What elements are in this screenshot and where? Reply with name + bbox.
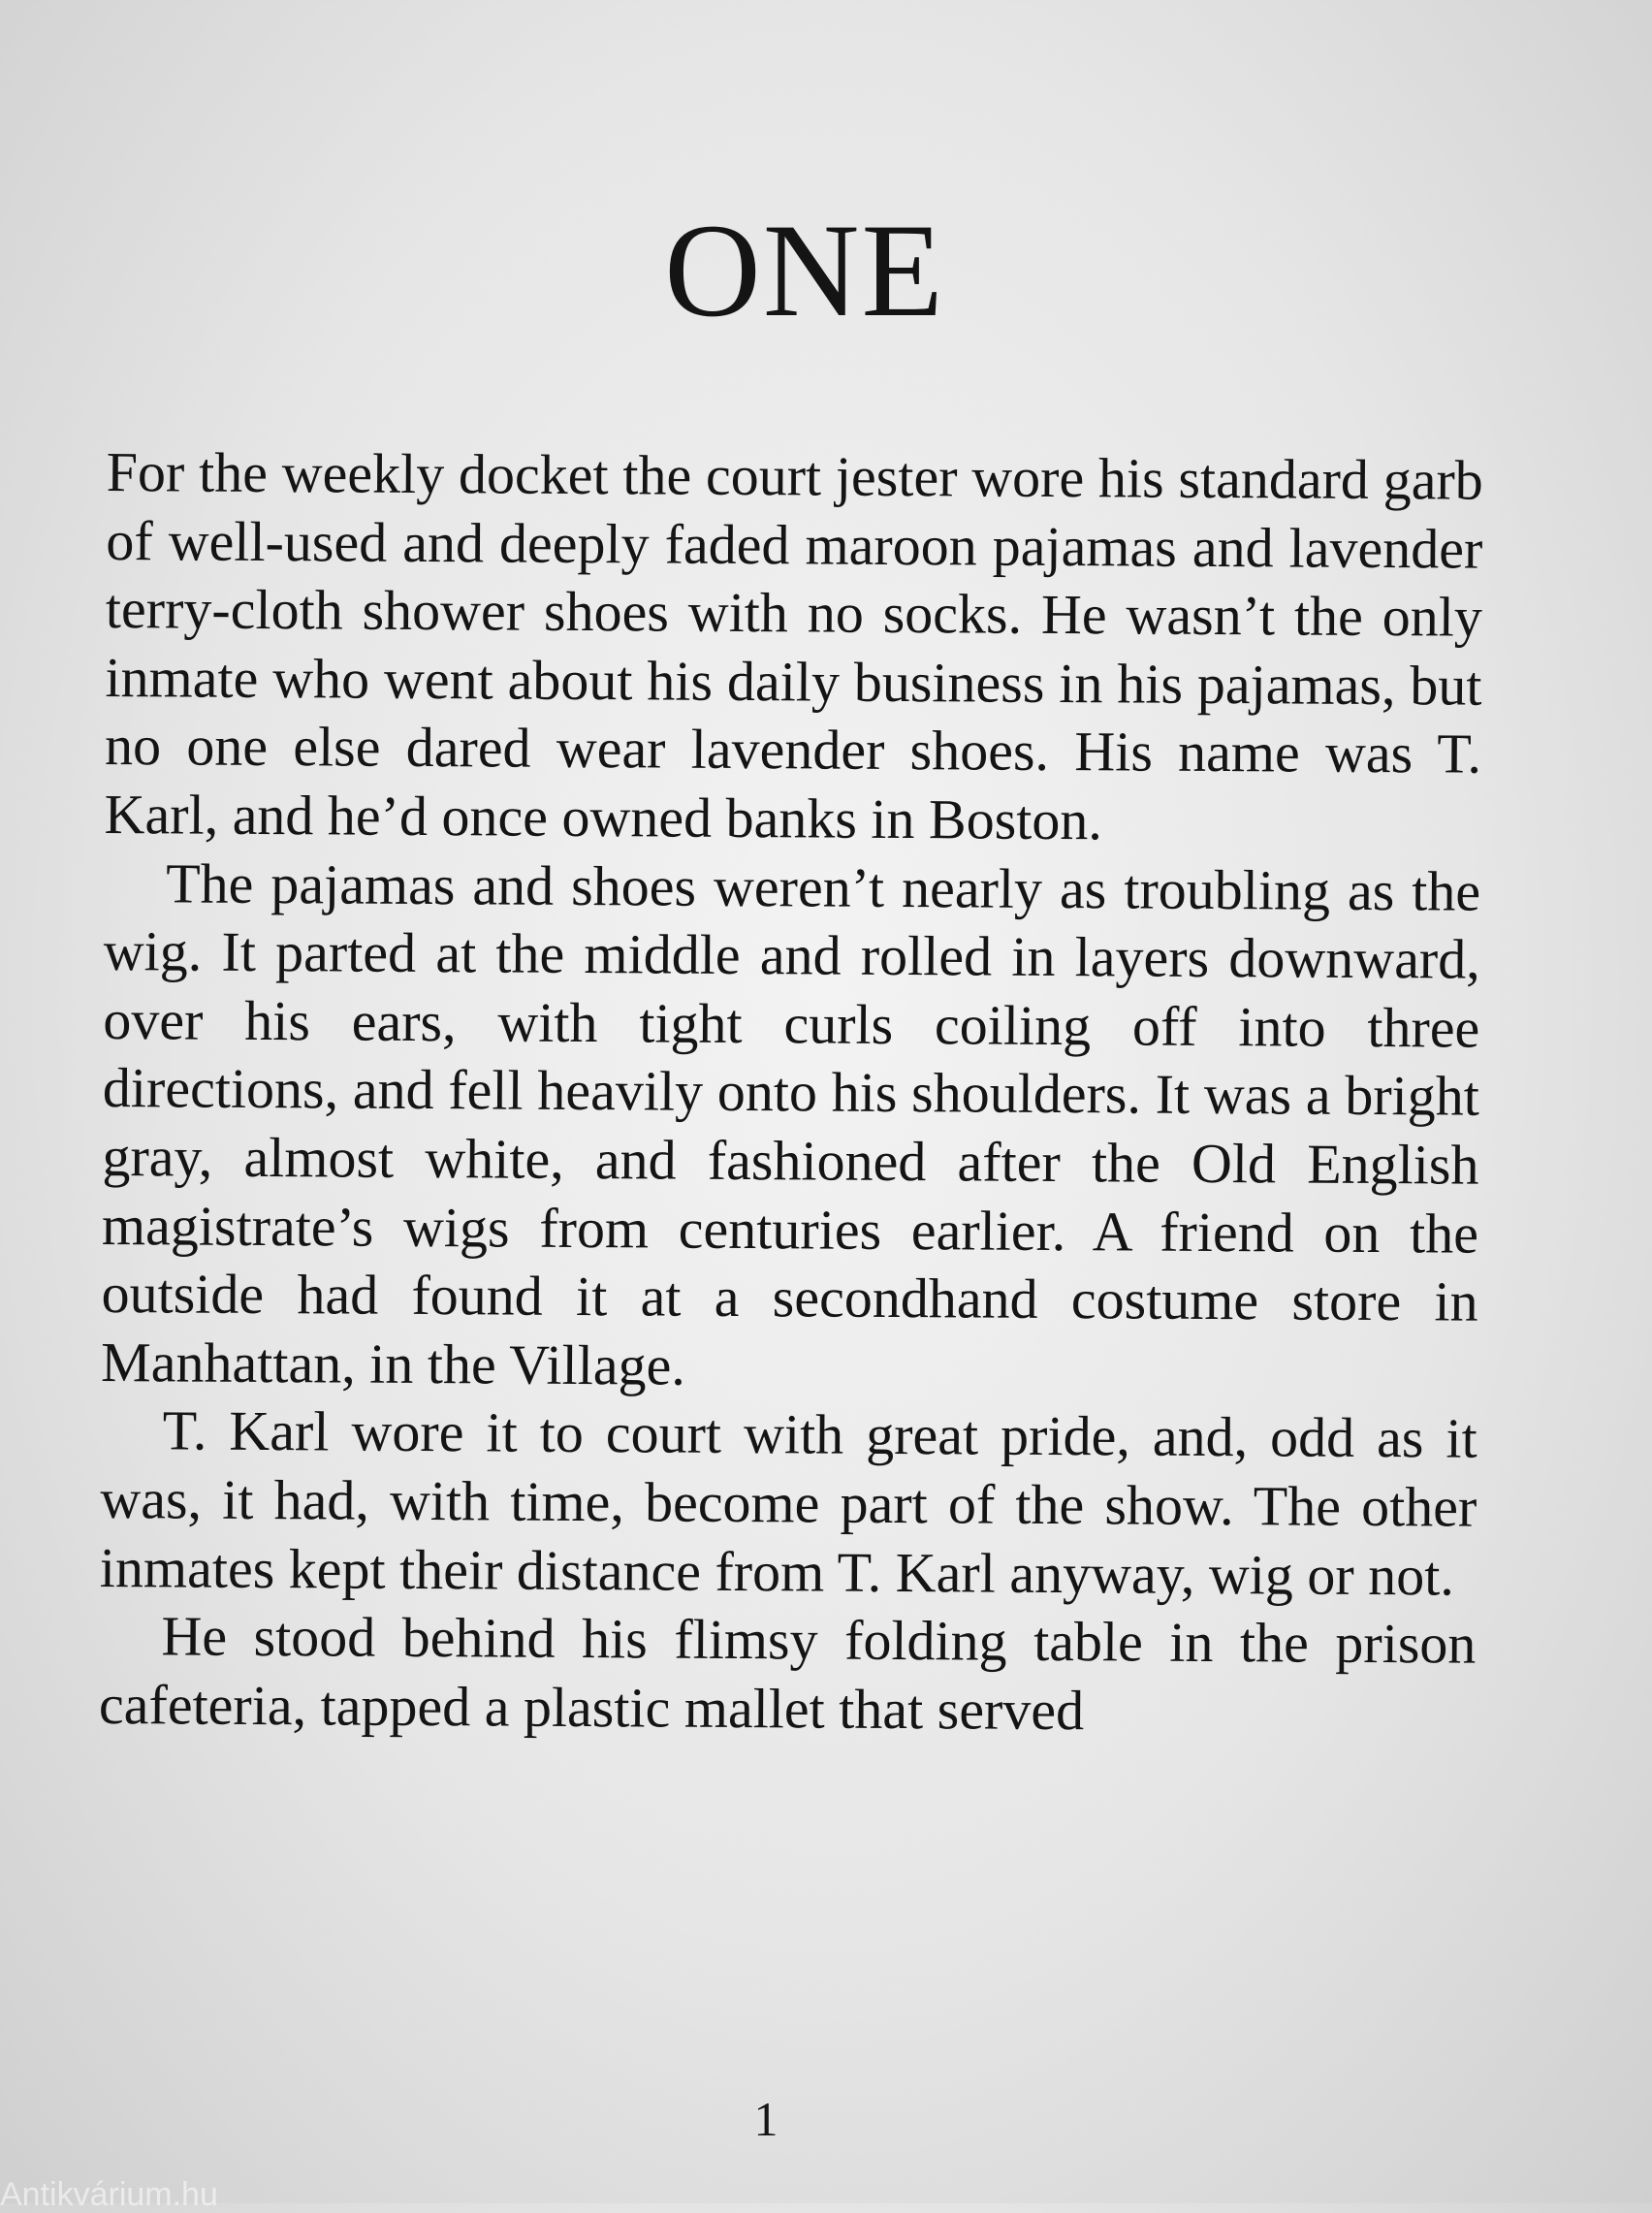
body-text xyxy=(99,438,1483,1748)
page-number: 1 xyxy=(753,2092,778,2146)
paragraph: For the weekly docket the court jester wore his standard garb of well-used and deeply faded maroon pajamas and lavender terry-cloth shower shoes with no socks. He wasn’t the only inmate who went about his daily business in his pajamas, but no one else dared wear lavender shoes. His name was T. Karl, and he’d once owned banks in Boston. xyxy=(104,439,1483,852)
watermark: Antikvárium.hu xyxy=(0,2176,218,2213)
chapter-title: ONE xyxy=(664,196,945,345)
paragraph: He stood behind his flimsy folding table in the prison cafeteria, tapped a plastic mallet that served xyxy=(98,1604,1477,1742)
paragraph: The pajamas and shoes weren’t nearly as troubling as the wig. It parted at the middle and rolled in layers downward, over his ears, with tight curls coiling off into three directions, and fell heavily onto his shoulders. It was a bright gray, almost white, and fashioned after the Old English magistrate’s wigs from centuries earlier. A friend on the outside had found it at a secondhand costume store in Manhattan, in the Village. xyxy=(100,850,1481,1397)
paragraph: T. Karl wore it to court with great pride, and, odd as it was, it had, with time, become part of the show. The other inmates kept their distance from T. Karl anyway, wig or not. xyxy=(99,1398,1477,1608)
